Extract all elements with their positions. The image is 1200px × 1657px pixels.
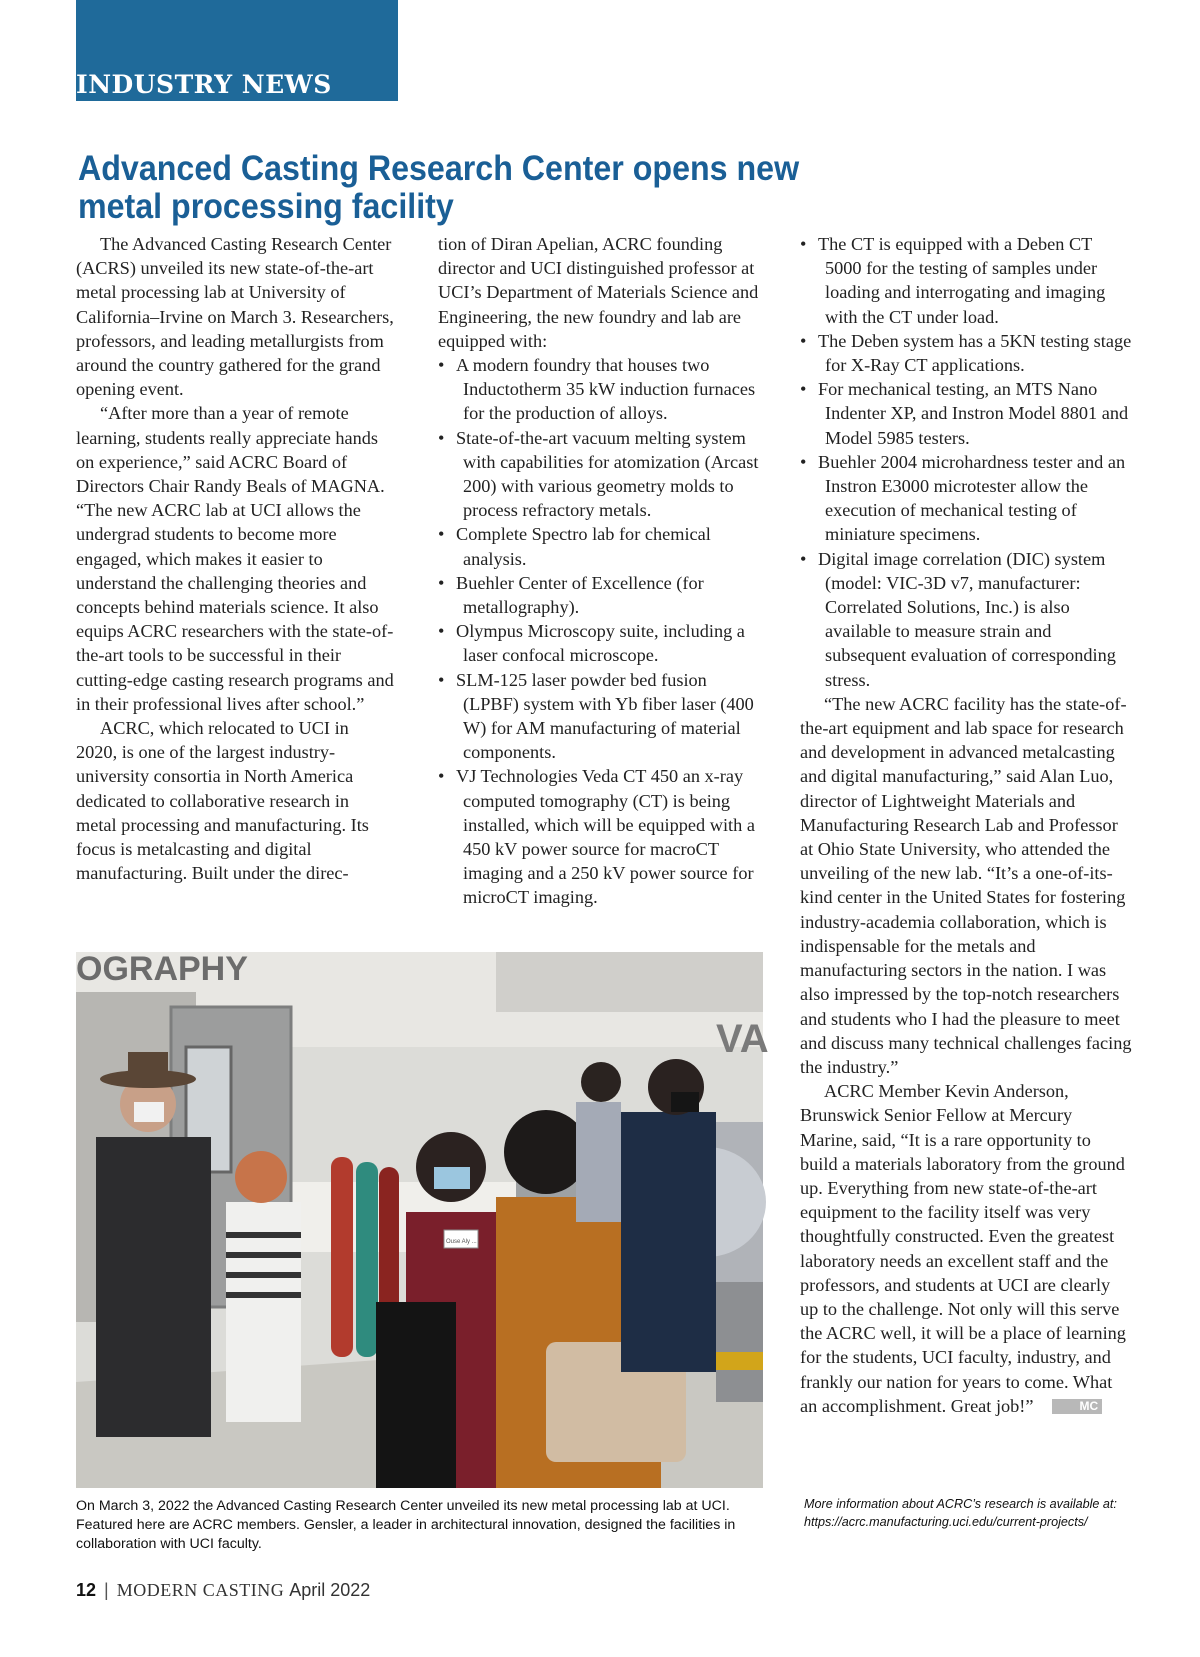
list-item: • Digital image correlation (DIC) system (model: VIC-3D v7, manufacturer: Correlated Solutions, Inc.) is also available to measure strain and subsequent evaluation of corresponding stress.	[800, 547, 1132, 692]
list-item: • Olympus Microscopy suite, including a laser confocal microscope.	[438, 619, 764, 667]
name-badge: Ouse Aly ...	[446, 1239, 477, 1245]
page-number: 12	[76, 1580, 97, 1600]
event-photo	[76, 950, 769, 1488]
list-item: • State-of-the-art vacuum melting system with capabilities for atomization (Arcast 200) with various geometry molds to process refractory metals.	[438, 426, 764, 523]
footer-separator: |	[104, 1580, 109, 1600]
list-item: • VJ Technologies Veda CT 450 an x-ray computed tomography (CT) is being installed, which will be equipped with a 450 kV power source for macroCT imaging and a 250 kV power source for microCT imaging.	[438, 764, 764, 909]
photo-caption: On March 3, 2022 the Advanced Casting Research Center unveiled its new metal processing lab at UCI. Featured here are ACRC members. Gensler, a leader in architectural innovation, designed the facilities in collaboration with UCI faculty.	[76, 1498, 736, 1552]
page-footer	[76, 1580, 370, 1601]
article-column-1	[76, 232, 394, 885]
closing-quote-text: ACRC Member Kevin Anderson, Brunswick Senior Fellow at Mercury Marine, said, “It is a rare opportunity to build a materials laboratory from the ground up. Everything from new state-of-the-art equipment to the facility itself was very thoughtfully constructed. Even the greatest laboratory needs an excellent staff and the professors, and students at UCI are clearly up to the challenge. Not only will this serve the ACRC well, it will be a place of learning for the students, UCI faculty, industry, and frankly our nation for years to come. What an accomplishment. Great job!”	[800, 1081, 1126, 1416]
equipment-list	[438, 353, 764, 910]
list-item: • SLM-125 laser powder bed fusion (LPBF) system with Yb fiber laser (400 W) for AM manufacturing of material components.	[438, 668, 764, 765]
section-label: INDUSTRY NEWS	[76, 70, 332, 99]
list-item: • Buehler 2004 microhardness tester and an Instron E3000 microtester allow the execution of mechanical testing of miniature specimens.	[800, 450, 1132, 547]
body-paragraph: The Advanced Casting Research Center (ACRS) unveiled its new state-of-the-art metal processing lab at University of California–Irvine on March 3. Researchers, professors, and leading metallurgists from around the country gathered for the grand opening event.	[76, 234, 394, 400]
body-paragraph: ACRC, which relocated to UCI in 2020, is one of the largest industry-university consortia in North America dedicated to collaborative research in metal processing and manufacturing. Its focus is metalcasting and digital manufacturing. Built under the direc-	[76, 718, 369, 884]
wall-sign-right: VA	[716, 1017, 769, 1061]
issue-date: April 2022	[289, 1580, 371, 1600]
article-column-3	[800, 232, 1132, 1418]
body-paragraph: tion of Diran Apelian, ACRC founding director and UCI distinguished professor at UCI’s Department of Materials Science and Engineering, the new foundry and lab are equipped with:	[438, 234, 759, 351]
list-item: • For mechanical testing, an MTS Nano Indenter XP, and Instron Model 8801 and Model 5985 testers.	[800, 377, 1132, 450]
list-item: • The Deben system has a 5KN testing stage for X-Ray CT applications.	[800, 329, 1132, 377]
list-item: • A modern foundry that houses two Inductotherm 35 kW induction furnaces for the production of alloys.	[438, 353, 764, 426]
list-item: • Buehler Center of Excellence (for metallography).	[438, 571, 764, 619]
wall-sign-left: OGRAPHY	[76, 950, 248, 988]
end-mark-logo: MC	[1052, 1399, 1103, 1414]
magazine-name: MODERN CASTING	[116, 1580, 285, 1600]
body-paragraph: “The new ACRC facility has the state-of-the-art equipment and lab space for research and development in advanced metalcasting and digital manufacturing,” said Alan Luo, director of Lightweight Materials and Manufacturing Research Lab and Professor at Ohio State University, who attended the unveiling of the new lab. “It’s a one-of-its-kind center in the United States for fostering industry-academia collaboration, which is indispensable for the metals and manufacturing sectors in the nation. I was also impressed by the top-notch researchers and students who I had the pleasure to meet and discuss many technical challenges facing the industry.”	[800, 693, 1132, 1077]
article-column-2	[438, 232, 764, 910]
list-item: • Complete Spectro lab for chemical analysis.	[438, 522, 764, 570]
body-paragraph	[800, 1079, 1132, 1418]
equipment-list-continued	[800, 232, 1132, 692]
list-item: • The CT is equipped with a Deben CT 5000 for the testing of samples under loading and interrogating and imaging with the CT under load.	[800, 232, 1132, 329]
more-info-note: More information about ACRC’s research is available at: https://acrc.manufacturing.uci.edu/current-projects/	[804, 1497, 1117, 1529]
body-paragraph: “After more than a year of remote learning, students really appreciate hands on experience,” said ACRC Board of Directors Chair Randy Beals of MAGNA. “The new ACRC lab at UCI allows the undergrad students to become more engaged, which makes it easier to understand the challenging theories and concepts behind materials science. It also equips ACRC researchers with the state-of-the-art tools to be successful in their cutting-edge casting research programs and in their professional lives after school.”	[76, 403, 394, 714]
article-headline: Advanced Casting Research Center opens new metal processing facility	[78, 149, 800, 226]
